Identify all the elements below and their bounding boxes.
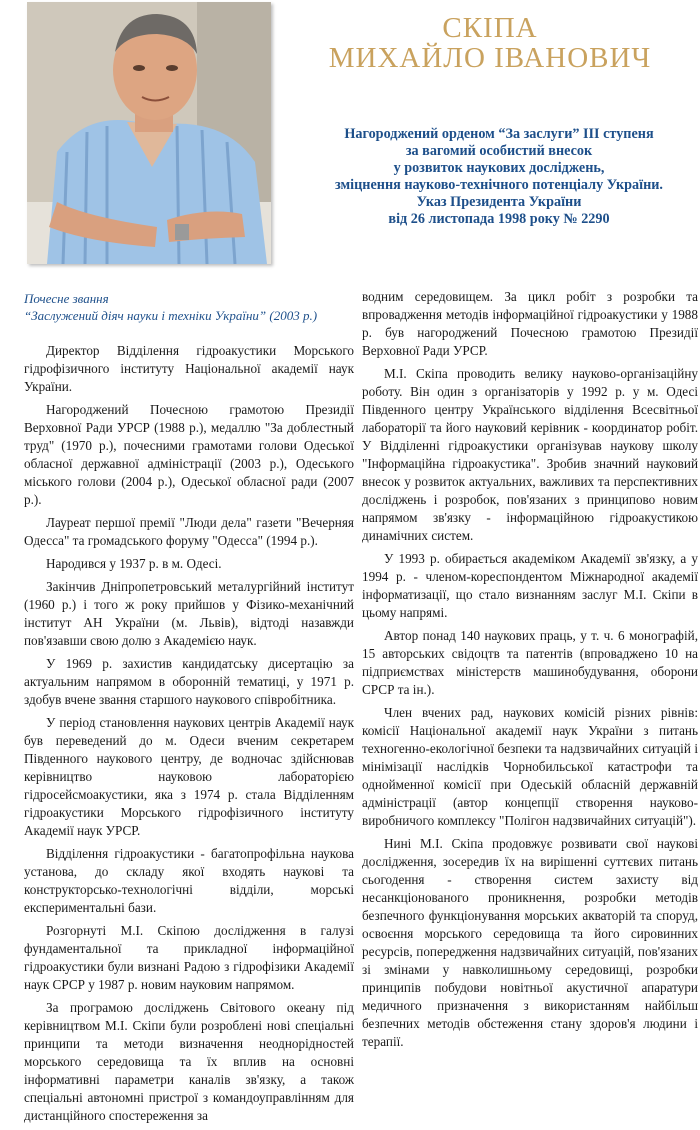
paragraph: Відділення гідроакустики - багатопрофільна наукова установа, до складу якої входять наукові та конструкторсько-технологічні відділи, морські експериментальні бази.: [24, 846, 354, 915]
honorary-title-value: “Заслужений діяч науки і техніки України” (2003 р.): [24, 308, 318, 323]
paragraph: Народився у 1937 р. в м. Одесі.: [46, 556, 222, 571]
paragraph: водним середовищем. За цикл робіт з розробки та впровадження методів інформаційної гідроакустики у 1988 р. був нагороджений Почесною грамотою Президії Верховної Ради УРСР.: [362, 289, 698, 358]
left-column: [24, 342, 354, 1130]
paragraph: Директор Відділення гідроакустики Морського гідрофізичного інституту Національної академії наук України.: [24, 343, 354, 394]
full-name: МИХАЙЛО ІВАНОВИЧ: [328, 42, 652, 74]
portrait-icon: [27, 2, 271, 264]
paragraph: У 1993 р. обирається академіком Академії зв'язку, а у 1994 р. - членом-кореспондентом Міжнародної академії інформатизації, що стало визнанням заслуг М.І. Скіпи в цьому напрямі.: [362, 551, 698, 620]
right-column: [362, 288, 698, 1056]
paragraph: Член вчених рад, наукових комісій різних рівнів: комісії Національної академії наук України з питань техногенно-екологічної безпеки та надзвичайних ситуацій і мінімізації наслідків Чорнобильської катастрофи та однойменної комісії при Одеській обласній державній адміністрації (автор концепції створення науково-виробничого комплексу "Полігон надзвичайних ситуацій").: [362, 705, 698, 828]
honorary-title-label: Почесне звання: [24, 291, 109, 306]
paragraph: У 1969 р. захистив кандидатську дисертацію за актуальним напрямом в оборонній тематиці, у 1971 р. здобув вчене звання старшого наукового співробітника.: [24, 656, 354, 707]
paragraph: Автор понад 140 наукових праць, у т. ч. 6 монографій, 15 авторських свідоцтв та патентів (впроваджено 10 на підприємствах міністерств машинобудування, оборони СРСР та ін.).: [362, 628, 698, 697]
award-line: зміцнення науково-технічного потенціалу України.: [335, 177, 663, 193]
surname: СКІПА: [442, 12, 538, 44]
award-line: Указ Президента України: [416, 194, 582, 210]
paragraph: Лауреат першої премії "Люди дела" газети "Вечерняя Одесса" та громадського форуму "Одесса" (1994 р.).: [24, 515, 354, 548]
portrait-photo: [27, 2, 271, 264]
paragraph: Закінчив Дніпропетровський металургійний інститут (1960 р.) і того ж року прийшов у Фізико-механічний інститут АН України (м. Львів), відтоді назавжди пов'язавши свою долю з Академією наук.: [24, 579, 354, 648]
award-line: за вагомий особистий внесок: [405, 143, 593, 159]
award-line: у розвиток наукових досліджень,: [393, 160, 605, 176]
paragraph: М.І. Скіпа проводить велику науково-організаційну роботу. Він один з організаторів у 1992 р. у м. Одесі Південного центру Українського відділення Всесвітньої лабораторії та його науковий керівник - координатор робіт. У Відділенні гідроакустики організував наукову школу "Інформаційна гідроакустика". Зробив значний науковий внесок у розвиток актуальних, важливих та перспективних досліджень і розробок, пов'язаних з принципово новим напрямом зв'язку - інформаційною гідроакустикою динамічних систем.: [362, 366, 698, 543]
honorary-title: [24, 290, 354, 324]
award-line: Нагороджений орденом “За заслуги” ІІІ ступеня: [344, 126, 654, 142]
paragraph: Нині М.І. Скіпа продовжує розвивати свої наукові дослідження, зосередив їх на вирішенні суттєвих питань сьогодення - створення систем захисту від несанкціонованого проникнення, розробки методів безпечного функціонування морських акваторій та споруд, освоєння морського середовища та його сировинних ресурсів, попередження надзвичайних ситуацій, пов'язаних зі змінами у навколишньому середовищі, розробки принципів побудови новітньої акустичної апаратури медичного призначення з використанням найбільш безпечних методів обстеження стану здоров'я людини і терапії.: [362, 836, 698, 1049]
paragraph: У період становлення наукових центрів Академії наук був переведений до м. Одеси вченим секретарем Південного наукового центру, де водночас здійснював керівництво науковою лабораторією гідросейсмоакустики, яка з 1974 р. стала Відділенням гідроакустики Морського гідрофізичного інституту Академії наук УРСР.: [24, 715, 354, 838]
award-block: [318, 126, 680, 228]
award-line: від 26 листопада 1998 року № 2290: [388, 211, 610, 227]
paragraph: Нагороджений Почесною грамотою Президії Верховної Ради УРСР (1988 р.), медаллю "За доблестный труд" (1970 р.), почесними грамотами голови Одеської обласної державної адміністрації (2003 р.), Одеського міського голови (2004 р.), Одеської обласної ради (2007 р.).: [24, 402, 354, 507]
paragraph: За програмою досліджень Світового океану під керівництвом М.І. Скіпи були розроблені нові спеціальні принципи та методи визначення неоднорідностей морського середовища та їх вплив на основні інформативні параметри каналів зв'язку, а також спеціальні автономні пристрої з командоуправлінням для дистанційного спостереження за: [24, 1000, 354, 1123]
paragraph: Розгорнуті М.І. Скіпою дослідження в галузі фундаментальної та прикладної інформаційної гідроакустики були визнані Радою з гідрофізики Академії наук СРСР у 1987 р. новим науковим напрямом.: [24, 923, 354, 992]
